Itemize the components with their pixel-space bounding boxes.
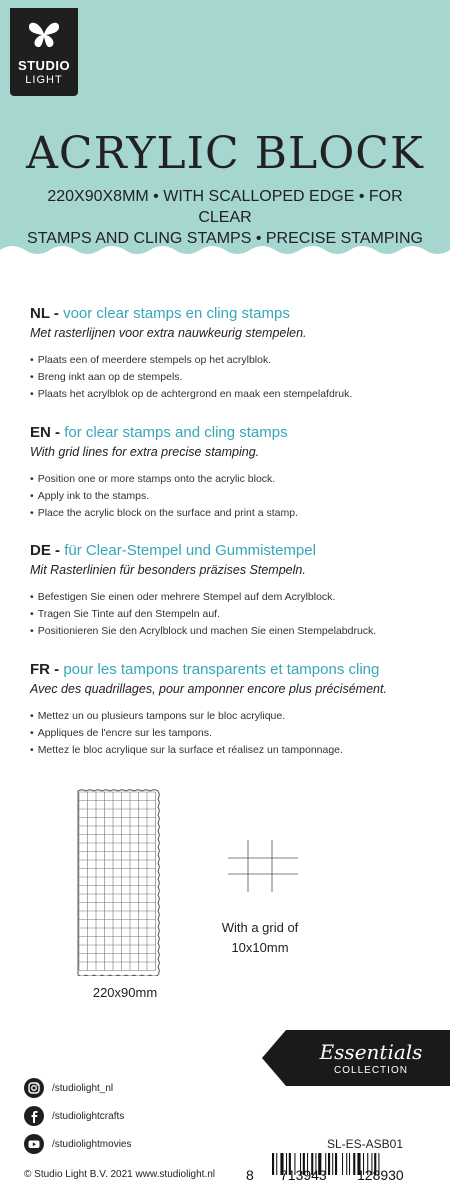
list-item: • Apply ink to the stamps. bbox=[30, 488, 430, 505]
section-en bbox=[30, 424, 430, 522]
barcode-bar bbox=[342, 1153, 343, 1175]
barcode-bar bbox=[335, 1153, 337, 1175]
list-item: • Mettez un ou plusieurs tampons sur le bloc acrylique. bbox=[30, 708, 430, 725]
barcode-bar bbox=[272, 1153, 274, 1175]
product-subtitle bbox=[20, 186, 430, 249]
section-intro: With grid lines for extra precise stamping. bbox=[30, 445, 260, 459]
block-size-label: 220x90mm bbox=[92, 985, 158, 1000]
essentials-collection: COLLECTION bbox=[334, 1065, 408, 1076]
list-item: • Plaats een of meerdere stempels op het acrylblok. bbox=[30, 352, 430, 369]
social-youtube[interactable] bbox=[24, 1134, 131, 1154]
barcode-digit-first: 8 bbox=[246, 1167, 254, 1183]
list-item: • Appliques de l'encre sur les tampons. bbox=[30, 725, 430, 742]
bullet-list bbox=[30, 471, 430, 522]
butterfly-icon bbox=[28, 20, 60, 50]
section-heading: NL - voor clear stamps en cling stamps bbox=[30, 305, 290, 322]
barcode-digits-group-2: 128930 bbox=[357, 1167, 404, 1183]
bullet-list bbox=[30, 589, 430, 640]
youtube-icon bbox=[24, 1134, 44, 1154]
instagram-handle: /studiolight_nl bbox=[52, 1082, 114, 1094]
section-de bbox=[30, 542, 430, 640]
section-nl bbox=[30, 305, 430, 403]
subtitle-line-2: STAMPS AND CLING STAMPS • PRECISE STAMPING bbox=[27, 230, 423, 247]
product-title: ACRYLIC BLOCK bbox=[26, 128, 424, 179]
list-item: • Plaats het acrylblok op de achtergrond en maak een stempelafdruk. bbox=[30, 386, 430, 403]
barcode-bar bbox=[353, 1153, 355, 1175]
barcode-digits-group-1: 713943 bbox=[280, 1167, 327, 1183]
section-heading: FR - pour les tampons transparents et tampons cling bbox=[30, 661, 380, 678]
list-item: • Befestigen Sie einen oder mehrere Stempel auf dem Acrylblock. bbox=[30, 589, 430, 606]
brand-light: LIGHT bbox=[25, 74, 63, 86]
section-intro: Avec des quadrillages, pour amponner encore plus précisément. bbox=[30, 682, 387, 696]
social-instagram[interactable] bbox=[24, 1078, 113, 1098]
youtube-handle: /studiolightmovies bbox=[52, 1138, 132, 1150]
list-item: • Place the acrylic block on the surface and print a stamp. bbox=[30, 505, 430, 522]
header-banner bbox=[0, 0, 450, 268]
copyright-text: © Studio Light B.V. 2021 www.studiolight.nl bbox=[24, 1169, 216, 1180]
section-fr bbox=[30, 661, 430, 759]
barcode-bar bbox=[349, 1153, 350, 1175]
instagram-icon bbox=[24, 1078, 44, 1098]
list-item: • Position one or more stamps onto the acrylic block. bbox=[30, 471, 430, 488]
list-item: • Breng inkt aan op de stempels. bbox=[30, 369, 430, 386]
barcode-bar bbox=[346, 1153, 347, 1175]
essentials-title: Essentials bbox=[319, 1040, 423, 1064]
list-item: • Mettez le bloc acrylique sur la surface et réalisez un tamponnage. bbox=[30, 742, 430, 759]
section-heading: EN - for clear stamps and cling stamps bbox=[30, 424, 288, 441]
acrylic-block-grid-diagram bbox=[75, 788, 167, 976]
list-item: • Tragen Sie Tinte auf den Stempeln auf. bbox=[30, 606, 430, 623]
facebook-icon bbox=[24, 1106, 44, 1126]
subtitle-line-1: 220X90X8MM • WITH SCALLOPED EDGE • FOR CLEAR bbox=[47, 188, 403, 226]
bullet-list bbox=[30, 708, 430, 759]
grid-size-label: With a grid of 10x10mm bbox=[221, 920, 299, 955]
list-item: • Positionieren Sie den Acrylblock und machen Sie einen Stempelabdruck. bbox=[30, 623, 430, 640]
grid-detail-diagram bbox=[226, 838, 300, 894]
section-intro: Met rasterlijnen voor extra nauwkeurig stempelen. bbox=[30, 326, 307, 340]
barcode-bar bbox=[276, 1153, 277, 1175]
section-intro: Mit Rasterlinien für besonders präzises Stempeln. bbox=[30, 563, 306, 577]
bullet-list bbox=[30, 352, 430, 403]
studio-light-logo bbox=[10, 8, 78, 96]
social-facebook[interactable] bbox=[24, 1106, 124, 1126]
section-heading: DE - für Clear-Stempel und Gummistempel bbox=[30, 542, 316, 559]
brand-studio: STUDIO bbox=[17, 58, 71, 73]
barcode-bar bbox=[328, 1153, 330, 1175]
product-sku: SL-ES-ASB01 bbox=[326, 1137, 404, 1151]
facebook-handle: /studiolightcrafts bbox=[52, 1110, 125, 1122]
barcode-bar bbox=[332, 1153, 333, 1175]
